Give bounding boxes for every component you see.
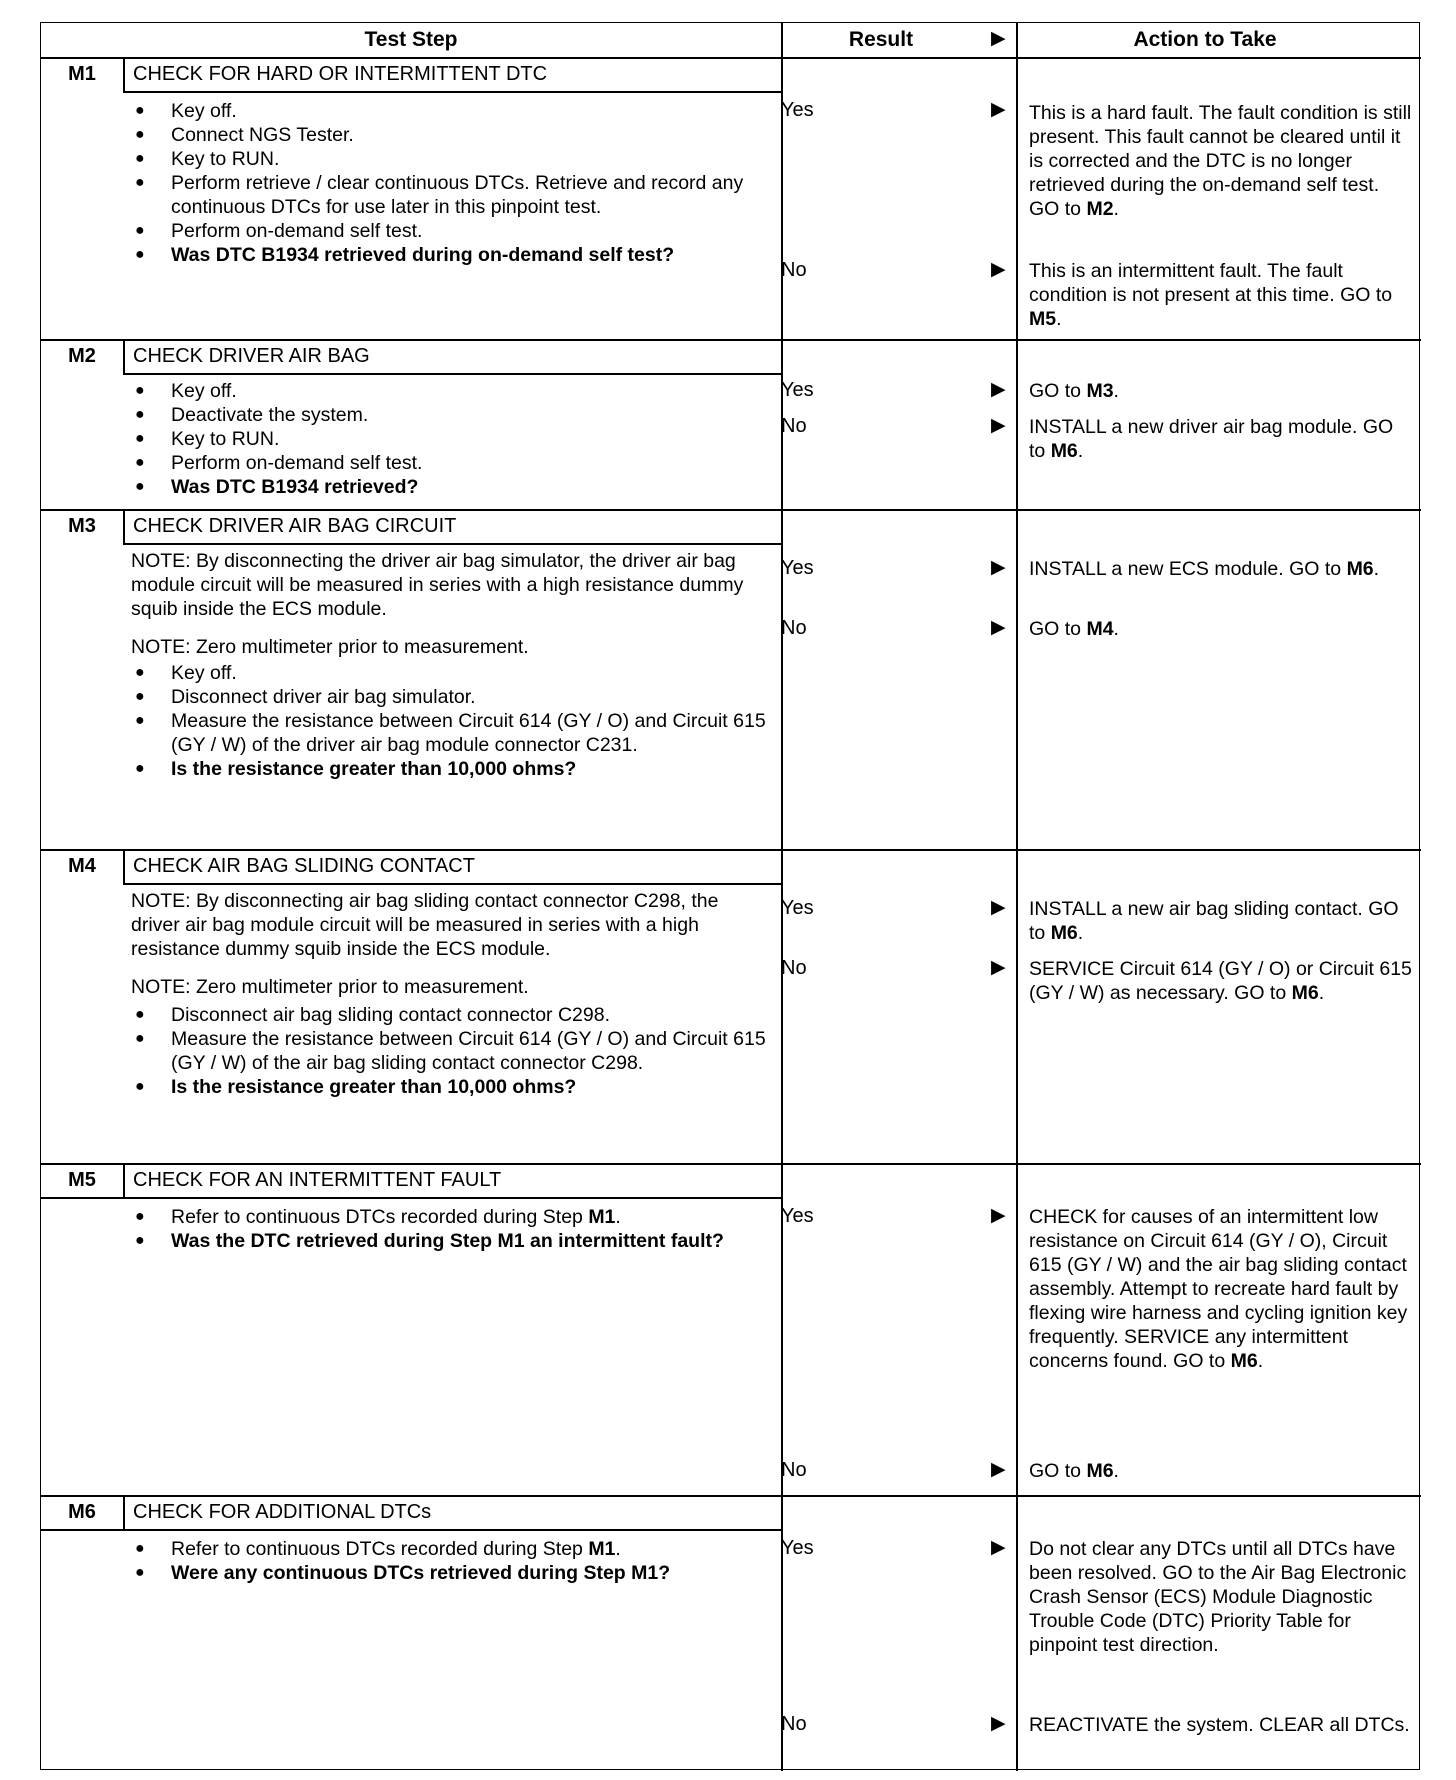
- header-action: Action to Take: [1133, 28, 1277, 51]
- result-no: No: [781, 957, 807, 979]
- step-title: CHECK DRIVER AIR BAG CIRCUIT: [133, 514, 457, 537]
- title-divider: [41, 1529, 781, 1531]
- step-id: M5: [68, 1168, 96, 1191]
- title-divider: [123, 91, 781, 93]
- step-body: [131, 379, 771, 499]
- result-yes: Yes: [781, 1537, 814, 1559]
- result-no: No: [781, 259, 807, 281]
- result-no: No: [781, 1713, 807, 1735]
- id-divider: [123, 1163, 125, 1197]
- column-divider: [1016, 23, 1018, 1771]
- arrow-icon: ▶: [991, 259, 1006, 280]
- arrow-icon: ▶: [991, 415, 1006, 436]
- title-divider: [123, 373, 781, 375]
- pinpoint-test-table: [40, 22, 1420, 1770]
- step-question: ● Were any continuous DTCs retrieved during Step M1?: [131, 1561, 771, 1585]
- action-no: INSTALL a new driver air bag module. GO to M6.: [1029, 416, 1394, 462]
- title-divider: [123, 883, 781, 885]
- note: NOTE: Zero multimeter prior to measurement.: [131, 636, 529, 658]
- arrow-icon: ▶: [991, 1713, 1006, 1734]
- list-item: ● Measure the resistance between Circuit 614 (GY / O) and Circuit 615 (GY / W) of the air bag sliding contact connector C298.: [131, 1027, 771, 1075]
- action-no: This is an intermittent fault. The fault condition is not present at this time. GO to M5.: [1029, 260, 1393, 330]
- list-item: ● Disconnect driver air bag simulator.: [131, 685, 771, 709]
- id-divider: [123, 339, 125, 373]
- result-yes: Yes: [781, 379, 814, 401]
- id-divider: [123, 57, 125, 91]
- action-yes: INSTALL a new ECS module. GO to M6.: [1029, 558, 1380, 580]
- action-no: GO to M4.: [1029, 618, 1119, 640]
- action-yes: CHECK for causes of an intermittent low resistance on Circuit 614 (GY / O), Circuit 615 (GY / W) and the air bag sliding contact assembly. Attempt to recreate hard fault by flexing wire harness and cycling ignition key frequently. SERVICE any intermittent concerns found. GO to M6.: [1029, 1206, 1408, 1372]
- step-body: [131, 889, 771, 1099]
- list-item: ● Perform retrieve / clear continuous DTCs. Retrieve and record any continuous DTCs for use later in this pinpoint test.: [131, 171, 771, 219]
- result-yes: Yes: [781, 1205, 814, 1227]
- list-item: ● Perform on-demand self test.: [131, 451, 771, 475]
- step-question: ● Is the resistance greater than 10,000 ohms?: [131, 757, 771, 781]
- header-result: Result: [848, 28, 914, 51]
- action-yes: GO to M3.: [1029, 380, 1119, 402]
- arrow-icon: ▶: [991, 1459, 1006, 1480]
- id-divider: [123, 1495, 125, 1529]
- step-question: ● Was the DTC retrieved during Step M1 an intermittent fault?: [131, 1229, 771, 1253]
- step-id: M6: [68, 1500, 96, 1523]
- result-no: No: [781, 1459, 807, 1481]
- arrow-icon: ▶: [991, 557, 1006, 578]
- list-item: ● Deactivate the system.: [131, 403, 771, 427]
- action-yes: Do not clear any DTCs until all DTCs have been resolved. GO to the Air Bag Electronic Crash Sensor (ECS) Module Diagnostic Trouble Code (DTC) Priority Table for pinpoint test direction.: [1029, 1538, 1407, 1656]
- title-divider: [41, 1197, 781, 1199]
- header-test-step: Test Step: [364, 28, 458, 51]
- step-id: M4: [68, 854, 96, 877]
- list-item: ● Perform on-demand self test.: [131, 219, 771, 243]
- arrow-icon: ▶: [991, 1205, 1006, 1226]
- list-item: ● Connect NGS Tester.: [131, 123, 771, 147]
- id-divider: [123, 509, 125, 543]
- step-body: [131, 99, 771, 267]
- note: NOTE: By disconnecting the driver air bag simulator, the driver air bag module circuit will be measured in series with a high resistance dummy squib inside the ECS module.: [131, 550, 744, 620]
- result-yes: Yes: [781, 557, 814, 579]
- arrow-icon: ▶: [991, 99, 1006, 120]
- note: NOTE: By disconnecting air bag sliding contact connector C298, the driver air bag module circuit will be measured in series with a high resistance dummy squib inside the ECS module.: [131, 890, 719, 960]
- step-title: CHECK AIR BAG SLIDING CONTACT: [133, 854, 475, 877]
- list-item: ● Refer to continuous DTCs recorded during Step M1.: [131, 1205, 771, 1229]
- list-item: ● Key off.: [131, 99, 771, 123]
- arrow-icon: ▶: [991, 379, 1006, 400]
- note: NOTE: Zero multimeter prior to measurement.: [131, 976, 529, 998]
- result-no: No: [781, 617, 807, 639]
- arrow-icon: ▶: [991, 1537, 1006, 1558]
- list-item: ● Refer to continuous DTCs recorded during Step M1.: [131, 1537, 771, 1561]
- action-no: REACTIVATE the system. CLEAR all DTCs.: [1029, 1714, 1410, 1736]
- header-arrow-icon: ▶: [991, 28, 1006, 49]
- step-id: M3: [68, 514, 96, 537]
- step-question: ● Was DTC B1934 retrieved during on-demand self test?: [131, 243, 771, 267]
- step-title: CHECK DRIVER AIR BAG: [133, 344, 370, 367]
- list-item: ● Key to RUN.: [131, 427, 771, 451]
- step-body: [131, 1205, 771, 1253]
- step-body: [131, 1537, 771, 1585]
- result-no: No: [781, 415, 807, 437]
- action-no: GO to M6.: [1029, 1460, 1119, 1482]
- step-title: CHECK FOR ADDITIONAL DTCs: [133, 1500, 432, 1523]
- step-body: [131, 549, 771, 781]
- action-no: SERVICE Circuit 614 (GY / O) or Circuit 615 (GY / W) as necessary. GO to M6.: [1029, 958, 1412, 1004]
- arrow-icon: ▶: [991, 897, 1006, 918]
- list-item: ● Key off.: [131, 661, 771, 685]
- list-item: ● Key off.: [131, 379, 771, 403]
- step-title: CHECK FOR AN INTERMITTENT FAULT: [133, 1168, 502, 1191]
- step-id: M2: [68, 344, 96, 367]
- arrow-icon: ▶: [991, 617, 1006, 638]
- id-divider: [123, 849, 125, 883]
- title-divider: [123, 543, 781, 545]
- result-yes: Yes: [781, 99, 814, 121]
- action-yes: INSTALL a new air bag sliding contact. GO to M6.: [1029, 898, 1399, 944]
- list-item: ● Key to RUN.: [131, 147, 771, 171]
- step-title: CHECK FOR HARD OR INTERMITTENT DTC: [133, 62, 548, 85]
- list-item: ● Measure the resistance between Circuit 614 (GY / O) and Circuit 615 (GY / W) of the driver air bag module connector C231.: [131, 709, 771, 757]
- step-question: ● Is the resistance greater than 10,000 ohms?: [131, 1075, 771, 1099]
- action-yes: This is a hard fault. The fault condition is still present. This fault cannot be cleared until it is corrected and the DTC is no longer retrieved during the on-demand self test. GO to M2.: [1029, 102, 1412, 220]
- step-question: ● Was DTC B1934 retrieved?: [131, 475, 771, 499]
- arrow-icon: ▶: [991, 957, 1006, 978]
- step-id: M1: [68, 62, 96, 85]
- list-item: ● Disconnect air bag sliding contact connector C298.: [131, 1003, 771, 1027]
- result-yes: Yes: [781, 897, 814, 919]
